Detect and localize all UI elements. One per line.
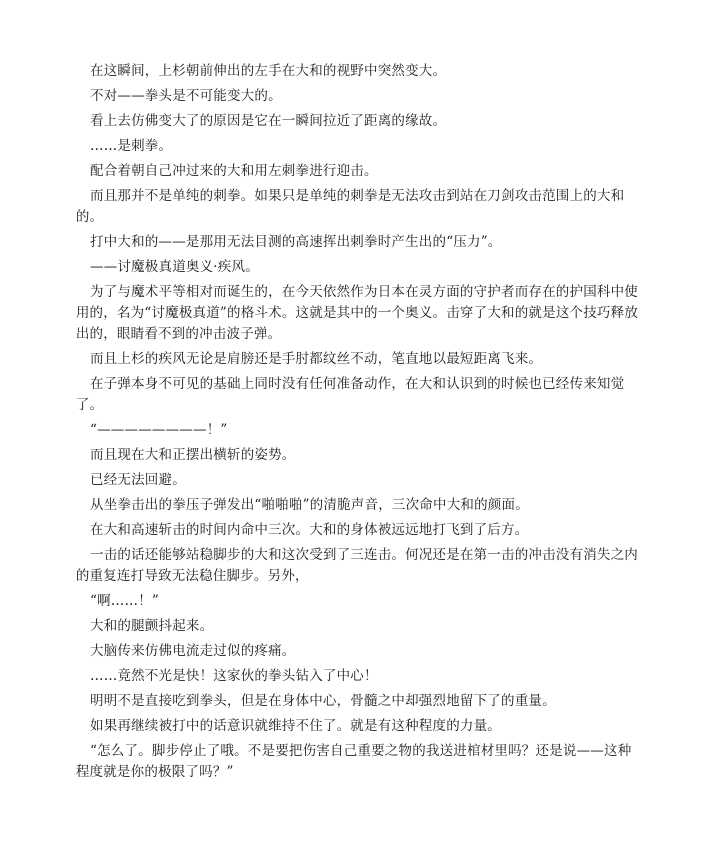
paragraph-14: 已经无法回避。 <box>90 472 186 488</box>
paragraph-15: 从坐拳击出的拳压子弹发出“啪啪啪”的清脆声音，三次命中大和的颜面。 <box>90 497 529 513</box>
paragraph-24: “怎么了。脚步停止了哦。不是要把伤害自己重要之物的我送进棺材里吗？还是说——这种程度就是你的极限了吗？” <box>75 743 632 780</box>
paragraph-23: 如果再继续被打中的话意识就维持不住了。就是有这种程度的力量。 <box>90 718 501 734</box>
paragraph-3: 看上去仿佛变大了的原因是它在一瞬间拉近了距离的缘故。 <box>90 113 447 129</box>
paragraph-16: 在大和高速斩击的时间内命中三次。大和的身体被远远地打飞到了后方。 <box>90 522 529 538</box>
paragraph-19: 大和的腿颤抖起来。 <box>90 618 214 634</box>
paragraph-12: “————————！” <box>90 422 228 438</box>
paragraph-11: 在子弹本身不可见的基础上同时没有任何准备动作，在大和认识到的时候也已经传来知觉了。 <box>75 376 625 413</box>
paragraph-7: 打中大和的——是那用无法目测的高速挥出刺拳时产生出的“压力”。 <box>90 234 502 250</box>
paragraph-6: 而且那并不是单纯的刺拳。如果只是单纯的刺拳是无法攻击到站在刀剑攻击范围上的大和的。 <box>75 188 625 225</box>
paragraph-20: 大脑传来仿佛电流走过似的疼痛。 <box>90 643 296 659</box>
paragraph-5: 配合着朝自己冲过来的大和用左刺拳进行迎击。 <box>90 163 378 179</box>
paragraph-10: 而且上杉的疾风无论是肩膀还是手肘都纹丝不动，笔直地以最短距离飞来。 <box>90 351 543 367</box>
paragraph-2: 不对——拳头是不可能变大的。 <box>90 88 282 104</box>
paragraph-4: ……是刺拳。 <box>90 138 173 154</box>
paragraph-21: ……竟然不光是快！这家伙的拳头钻入了中心！ <box>90 668 378 684</box>
paragraph-13: 而且现在大和正摆出横斩的姿势。 <box>90 447 296 463</box>
paragraph-8: ——讨魔极真道奥义·疾风。 <box>90 259 259 275</box>
paragraph-22: 明明不是直接吃到拳头，但是在身体中心，骨髓之中却强烈地留下了的重量。 <box>90 693 556 709</box>
paragraph-9: 为了与魔术平等相对而诞生的，在今天依然作为日本在灵方面的守护者而存在的护国科中使用的，名为“讨魔极真道”的格斗术。这就是其中的一个奥义。击穿了大和的就是这个技巧释放出的，眼睛看不到的冲击波子弹。 <box>75 284 639 342</box>
paragraph-1: 在这瞬间，上杉朝前伸出的左手在大和的视野中突然变大。 <box>90 63 447 79</box>
paragraph-18: “啊……！” <box>90 593 160 609</box>
paragraph-17: 一击的话还能够站稳脚步的大和这次受到了三连击。何况还是在第一击的冲击没有消失之内的重复连打导致无法稳住脚步。另外， <box>75 547 638 584</box>
novel-text-body <box>75 61 642 787</box>
